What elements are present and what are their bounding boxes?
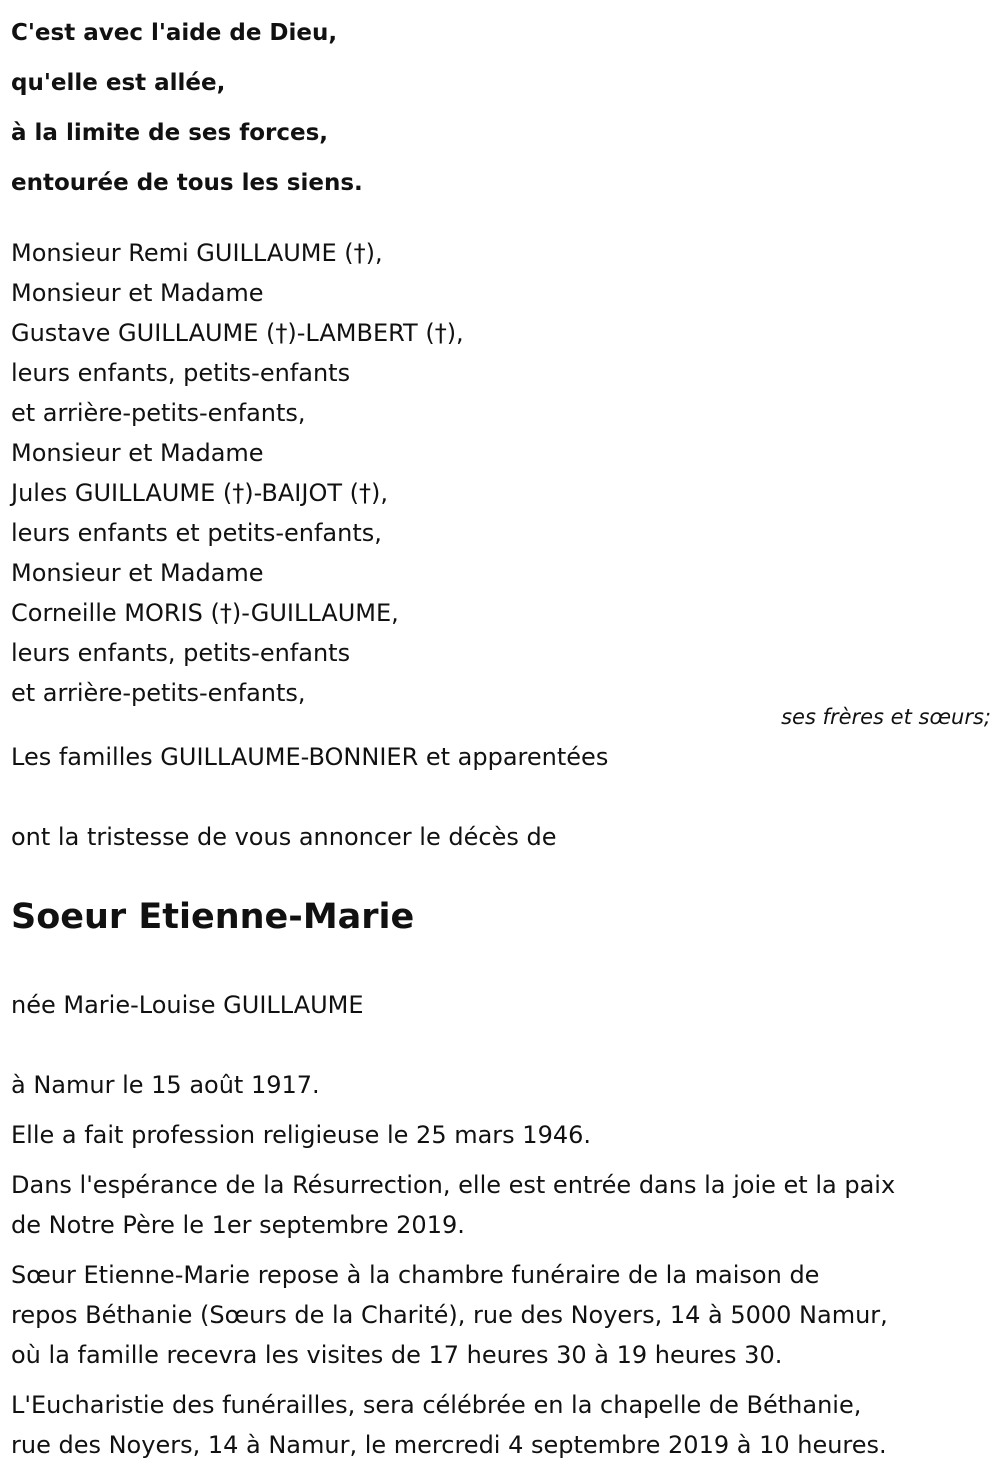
deceased-name: Soeur Etienne-Marie	[11, 897, 415, 937]
intro-line: entourée de tous les siens.	[11, 170, 363, 196]
intro-line: qu'elle est allée,	[11, 70, 226, 96]
announcement-text: ont la tristesse de vous annoncer le décès de	[11, 823, 557, 851]
family-relation-note: ses frères et sœurs;	[781, 705, 991, 729]
family-line: leurs enfants et petits-enfants,	[11, 519, 382, 547]
family-line: Gustave GUILLAUME (†)-LAMBERT (†),	[11, 319, 464, 347]
family-line: Monsieur Remi GUILLAUME (†),	[11, 239, 383, 267]
family-line: Monsieur et Madame	[11, 279, 264, 307]
other-families: Les familles GUILLAUME-BONNIER et apparentées	[11, 743, 609, 771]
birth-name: née Marie-Louise GUILLAUME	[11, 991, 364, 1019]
family-line: leurs enfants, petits-enfants	[11, 639, 351, 667]
detail-paragraph: Elle a fait profession religieuse le 25 mars 1946.	[11, 1121, 592, 1149]
intro-line: C'est avec l'aide de Dieu,	[11, 20, 338, 46]
family-line: leurs enfants, petits-enfants	[11, 359, 351, 387]
detail-paragraph: Sœur Etienne-Marie repose à la chambre funéraire de la maison de repos Béthanie (Sœurs de la Charité), rue des Noyers, 14 à 5000 Namur, où la famille recevra les visites de 17 heures 30 à 19 heures 30.	[11, 1261, 888, 1369]
family-list	[11, 233, 464, 713]
family-line: Monsieur et Madame	[11, 559, 264, 587]
intro-verse	[11, 8, 363, 208]
detail-paragraph: Dans l'espérance de la Résurrection, elle est entrée dans la joie et la paix de Notre Père le 1er septembre 2019.	[11, 1171, 896, 1239]
detail-paragraph: à Namur le 15 août 1917.	[11, 1071, 320, 1099]
family-line: Jules GUILLAUME (†)-BAIJOT (†),	[11, 479, 388, 507]
family-line: et arrière-petits-enfants,	[11, 399, 306, 427]
detail-paragraph: L'Eucharistie des funérailles, sera célébrée en la chapelle de Béthanie, rue des Noyers, 14 à Namur, le mercredi 4 septembre 2019 à 10 heures.	[11, 1391, 887, 1459]
family-line: Monsieur et Madame	[11, 439, 264, 467]
details-section	[11, 1065, 991, 1475]
family-line: et arrière-petits-enfants,	[11, 679, 306, 707]
family-line: Corneille MORIS (†)-GUILLAUME,	[11, 599, 399, 627]
intro-line: à la limite de ses forces,	[11, 120, 329, 146]
